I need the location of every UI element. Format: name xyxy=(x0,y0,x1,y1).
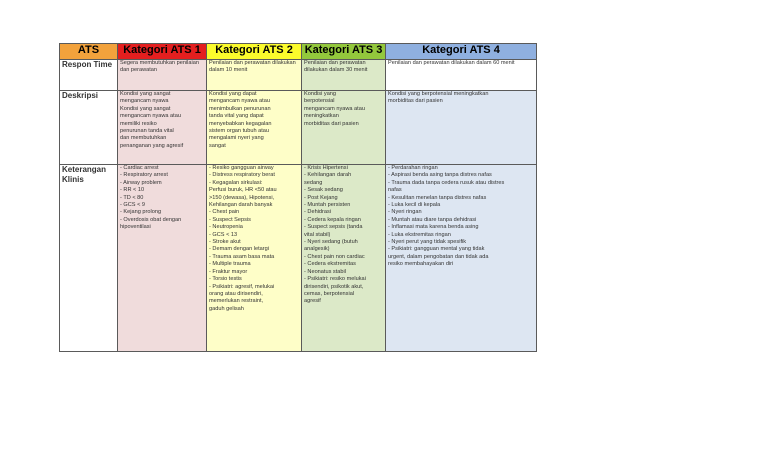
cell-line: - Chest pain non cardiac xyxy=(304,253,365,260)
cell-line: - Nyeri sedang (butuh xyxy=(304,239,358,246)
cell-line: - Multiple trauma xyxy=(209,261,251,268)
cell-line: Kondisi yang sangat xyxy=(120,105,171,112)
cell-line: tanda vital yang dapat xyxy=(209,113,264,120)
cell-line: vital stabil) xyxy=(304,231,331,238)
cell-line: - Trauma asam basa mata xyxy=(209,253,275,260)
cell-line: - Kejang prolong xyxy=(120,209,162,216)
cell-line: - Cardiac arrest xyxy=(120,165,159,171)
cell-line: mengancam nyawa atau xyxy=(120,113,181,120)
cell-line: - Luka kecil di kepala xyxy=(388,202,441,209)
cell-line: dan membutuhkan xyxy=(120,135,167,142)
cell-line: - GCS < 9 xyxy=(120,202,146,209)
cell-line: - Aspirasi benda asing tanpa distres nafas xyxy=(388,172,492,179)
ats-table xyxy=(59,43,537,352)
deskripsi-kategori-1 xyxy=(118,91,207,165)
cell-line: memiliki resiko xyxy=(120,120,157,127)
klinis-kategori-2 xyxy=(207,165,302,352)
cell-line: - Distress respiratory berat xyxy=(209,172,275,179)
cell-line: - Trauma dada tanpa cedera rusuk atau distres xyxy=(388,179,505,186)
cell-line: - Cedera ekstremitas xyxy=(304,261,356,268)
respon-time-kategori-4: Penilaian dan perawatan dilakukan dalam 60 menit xyxy=(386,60,537,91)
cell-line: - Torsio testis xyxy=(209,276,242,283)
cell-line: - Neutropenia xyxy=(209,224,243,231)
cell-line: mengancam nyawa xyxy=(120,98,169,105)
cell-line: gaduh gelisah xyxy=(209,305,244,312)
cell-line: - Cedera kepala ringan xyxy=(304,216,361,223)
cell-line: - Airway problem xyxy=(120,179,162,186)
cell-line: mengalami nyeri yang xyxy=(209,135,264,142)
cell-line: menyebabkan kegagalan xyxy=(209,120,272,127)
cell-line: - Chest pain xyxy=(209,209,240,216)
header-kategori-4: Kategori ATS 4 xyxy=(386,44,537,60)
respon-time-kategori-3: Penilaian dan perawatan dilakukan dalam 30 menit xyxy=(302,60,386,91)
cell-line: sistem organ tubuh atau xyxy=(209,128,270,135)
cell-line: Kehilangan darah banyak xyxy=(209,202,273,209)
cell-line: - TD < 80 xyxy=(120,194,144,201)
cell-line: - Muntah persisten xyxy=(304,202,351,209)
cell-line: - Perdarahan ringan xyxy=(388,165,438,171)
cell-line: - Overdosis obat dengan xyxy=(120,216,182,223)
cell-line: - Stroke akut xyxy=(209,239,241,246)
cell-line: - Kegagalan sirkulasi: xyxy=(209,179,263,186)
cell-line: - Muntah atau diare tanpa dehidrasi xyxy=(388,216,477,223)
cell-line: - Psikiatri: agresif, melukai xyxy=(209,283,275,290)
klinis-kategori-1 xyxy=(118,165,207,352)
cell-line: cemas, berpotensial xyxy=(304,290,355,297)
cell-line: >150 (dewasa), Hipotensi, xyxy=(209,194,275,201)
cell-line: - Neonatus stabil xyxy=(304,268,346,275)
cell-line: sangat xyxy=(209,142,226,149)
cell-line: - Suspect sepsis (tanda xyxy=(304,224,363,231)
row-label-deskripsi: Deskripsi xyxy=(60,91,118,165)
deskripsi-kategori-2 xyxy=(207,91,302,165)
cell-line: morbiditas dari pasien xyxy=(388,98,443,105)
cell-line: - Respiratory arrest xyxy=(120,172,168,179)
cell-line: - Fraktur mayor xyxy=(209,268,248,275)
deskripsi-kategori-3 xyxy=(302,91,386,165)
cell-line: - Nyeri perut yang tidak spesifik xyxy=(388,239,467,246)
row-label-respon-time: Respon Time xyxy=(60,60,118,91)
cell-line: - Kehilangan darah xyxy=(304,172,352,179)
cell-line: - Nyeri ringan xyxy=(388,209,422,216)
cell-line: - Luka ekstremitas ringan xyxy=(388,231,451,238)
cell-line: - Psikiatri: gangguan mental yang tidak xyxy=(388,246,485,253)
cell-line: analgesik) xyxy=(304,246,330,253)
header-kategori-3: Kategori ATS 3 xyxy=(302,44,386,60)
cell-line: - Suspect Sepsis xyxy=(209,216,251,223)
cell-line: - Sesak sedang xyxy=(304,187,343,194)
respon-time-kategori-2: Penilaian dan perawatan dilakukan dalam 10 menit xyxy=(207,60,302,91)
cell-line: Kondisi yang berpotensial meningkatkan xyxy=(388,91,489,97)
cell-line: memerlukan restraint, xyxy=(209,298,264,305)
cell-line: agresif xyxy=(304,298,321,305)
cell-line: penurunan tanda vital xyxy=(120,128,174,135)
cell-line: mengancam nyawa atau xyxy=(304,105,365,112)
header-ats: ATS xyxy=(60,44,118,60)
klinis-kategori-4 xyxy=(386,165,537,352)
cell-line: berpotensial xyxy=(304,98,335,105)
cell-line: resiko membahayakan diri xyxy=(388,261,454,268)
cell-line: - Inflamasi mata karena benda asing xyxy=(388,224,479,231)
cell-line: - Krisis Hipertensi xyxy=(304,165,348,171)
cell-line: menimbulkan penurunan xyxy=(209,105,271,112)
header-kategori-1: Kategori ATS 1 xyxy=(118,44,207,60)
cell-line: morbiditas dari pasien xyxy=(304,120,359,127)
deskripsi-kategori-4 xyxy=(386,91,537,165)
cell-line: dirisendiri, psikotik akut, xyxy=(304,283,364,290)
cell-line: - GCS < 13 xyxy=(209,231,238,238)
cell-line: - Post Kejang xyxy=(304,194,338,201)
cell-line: Perfusi buruk, HR <50 atau xyxy=(209,187,277,194)
cell-line: - Dehidrasi xyxy=(304,209,332,216)
cell-line: mengancam nyawa atau xyxy=(209,98,270,105)
cell-line: Kondisi yang sangat xyxy=(120,91,171,97)
respon-time-kategori-1: Segera membutuhkan penilaian dan perawatan xyxy=(118,60,207,91)
cell-line: urgent, dalam pengobatan dan tidak ada xyxy=(388,253,489,260)
cell-line: sedang xyxy=(304,179,323,186)
row-label-keterangan-klinis: Keterangan Klinis xyxy=(60,165,118,352)
cell-line: nafas xyxy=(388,187,402,194)
cell-line: - Demam dengan letargi xyxy=(209,246,270,253)
cell-line: - Kesulitan menelan tanpa distres nafas xyxy=(388,194,487,201)
cell-line: penanganan yang agresif xyxy=(120,142,184,149)
cell-line: - Resiko gangguan airway xyxy=(209,165,274,171)
header-kategori-2: Kategori ATS 2 xyxy=(207,44,302,60)
cell-line: meningkatkan xyxy=(304,113,339,120)
cell-line: - RR < 10 xyxy=(120,187,145,194)
klinis-kategori-3 xyxy=(302,165,386,352)
cell-line: Kondisi yang xyxy=(304,91,337,97)
cell-line: orang atau dirisendiri, xyxy=(209,290,263,297)
cell-line: hipoventilasi xyxy=(120,224,151,231)
cell-line: - Psikiatri: resiko melukai xyxy=(304,276,366,283)
cell-line: Kondisi yang dapat xyxy=(209,91,257,97)
